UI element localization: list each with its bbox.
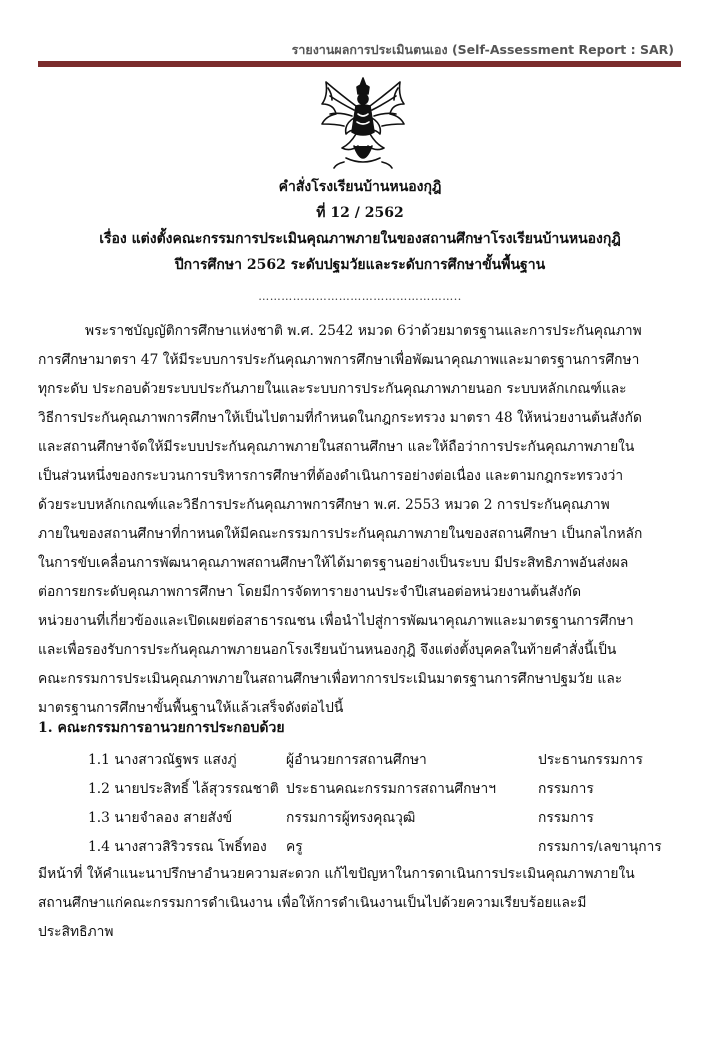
body-line: คณะกรรมการประเมินคุณภาพภายในสถานศึกษาเพื่อทาการประเมินมาตรฐานการศึกษาปฐมวัย และ	[38, 671, 623, 687]
body-line: ต่อการยกระดับคุณภาพการศึกษา โดยมีการจัดทารายงานประจำปีเสนอต่อหน่วยงานต้นสังกัด	[38, 584, 582, 600]
body-line: ในการขับเคลื่อนการพัฒนาคุณภาพสถานศึกษาให้ได้มาตรฐานอย่างเป็นระบบ มีประสิทธิภาพอันส่งผล	[38, 555, 629, 571]
body-line: ภายในของสถานศึกษาที่กาหนดให้มีคณะกรรมการประกันคุณภาพภายในของสถานศึกษา เป็นกลไกหลัก	[38, 526, 643, 542]
member-name: 1.2 นายประสิทธิ์ ไล้สุวรรณชาติ	[88, 781, 279, 797]
member-name: 1.4 นางสาวสิริวรรณ โพธิ์ทอง	[88, 839, 267, 855]
order-body	[38, 317, 682, 723]
member-role: กรรมการ/เลขานุการ	[538, 839, 662, 855]
committee-member-row	[88, 833, 688, 862]
body-line: และสถานศึกษาจัดให้มีระบบประกันคุณภาพภายในสถานศึกษา และให้ถือว่าการประกันคุณภาพภายใน	[38, 439, 635, 455]
committee-duty-text	[38, 860, 682, 947]
garuda-emblem-icon	[316, 74, 410, 172]
order-title: คำสั่งโรงเรียนบ้านหนองกุฎิ	[278, 179, 442, 195]
member-role: ประธานกรรมการ	[538, 752, 643, 768]
body-line: ด้วยระบบหลักเกณฑ์และวิธีการประกันคุณภาพการศึกษา พ.ศ. 2553 หมวด 2 การประกันคุณภาพ	[38, 497, 610, 513]
committee-member-row	[88, 775, 688, 804]
body-line: ทุกระดับ ประกอบด้วยระบบประกันภายในและระบบการประกันคุณภาพภายนอก ระบบหลักเกณฑ์และ	[38, 381, 627, 397]
duty-line: ประสิทธิภาพ	[38, 924, 114, 940]
order-title-block	[0, 174, 720, 278]
order-number: ที่ 12 / 2562	[316, 205, 404, 221]
member-position: กรรมการผู้ทรงคุณวุฒิ	[286, 810, 416, 826]
body-line: หน่วยงานที่เกี่ยวข้องและเปิดเผยต่อสาธารณชน เพื่อนำไปสู่การพัฒนาคุณภาพและมาตรฐานการศึกษา	[38, 613, 634, 629]
section-1-heading: 1. คณะกรรมการอานวยการประกอบด้วย	[38, 720, 285, 736]
header-divider	[38, 61, 681, 67]
committee-member-row	[88, 804, 688, 833]
duty-line: สถานศึกษาแก่คณะกรรมการดำเนินงาน เพื่อให้การดำเนินงานเป็นไปด้วยความเรียบร้อยและมี	[38, 895, 587, 911]
committee-member-list	[88, 746, 688, 862]
body-line: เป็นส่วนหนึ่งของกระบวนการบริหารการศึกษาที่ต้องดำเนินการอย่างต่อเนื่อง และตามกฎกระทรวงว่า	[38, 468, 624, 484]
body-line: การศึกษามาตรา 47 ให้มีระบบการประกันคุณภาพการศึกษาเพื่อพัฒนาคุณภาพและมาตรฐานการศึกษา	[38, 352, 640, 368]
member-name: 1.1 นางสาวณัฐพร แสงภู่	[88, 752, 237, 768]
member-role: กรรมการ	[538, 781, 594, 797]
order-subject-line-1: เรื่อง แต่งตั้งคณะกรรมการประเมินคุณภาพภายในของสถานศึกษาโรงเรียนบ้านหนองกุฎิ	[99, 231, 621, 247]
report-header-title: รายงานผลการประเมินตนเอง (Self-Assessment Report : SAR)	[291, 42, 674, 57]
member-position: ประธานคณะกรรมการสถานศึกษาฯ	[286, 781, 497, 797]
duty-line: มีหน้าที่ ให้คำแนะนาปรึกษาอำนวยความสะดวก แก้ไขปัญหาในการดาเนินการประเมินคุณภาพภายใน	[38, 866, 635, 882]
body-line: และเพื่อรองรับการประกันคุณภาพภายนอกโรงเรียนบ้านหนองกุฎิ จึงแต่งตั้งบุคคลในท้ายคำสั่งนี้เป็น	[38, 642, 617, 658]
member-position: ผู้อำนวยการสถานศึกษา	[286, 752, 427, 768]
body-line: พระราชบัญญัติการศึกษาแห่งชาติ พ.ศ. 2542 หมวด 6ว่าด้วยมาตรฐานและการประกันคุณภาพ	[85, 323, 642, 339]
member-role: กรรมการ	[538, 810, 594, 826]
body-line: วิธีการประกันคุณภาพการศึกษาให้เป็นไปตามที่กำหนดในกฎกระทรวง มาตรา 48 ให้หน่วยงานต้นสังกัด	[38, 410, 642, 426]
committee-member-row	[88, 746, 688, 775]
title-separator: ……………………………………………..	[258, 290, 462, 303]
body-line: มาตรฐานการศึกษาขั้นพื้นฐานให้แล้วเสร็จดังต่อไปนี้	[38, 700, 344, 716]
member-position: ครู	[286, 839, 303, 855]
order-subject-line-2: ปีการศึกษา 2562 ระดับปฐมวัยและระดับการศึกษาขั้นพื้นฐาน	[174, 257, 546, 273]
member-name: 1.3 นายจำลอง สายสังข์	[88, 810, 233, 826]
